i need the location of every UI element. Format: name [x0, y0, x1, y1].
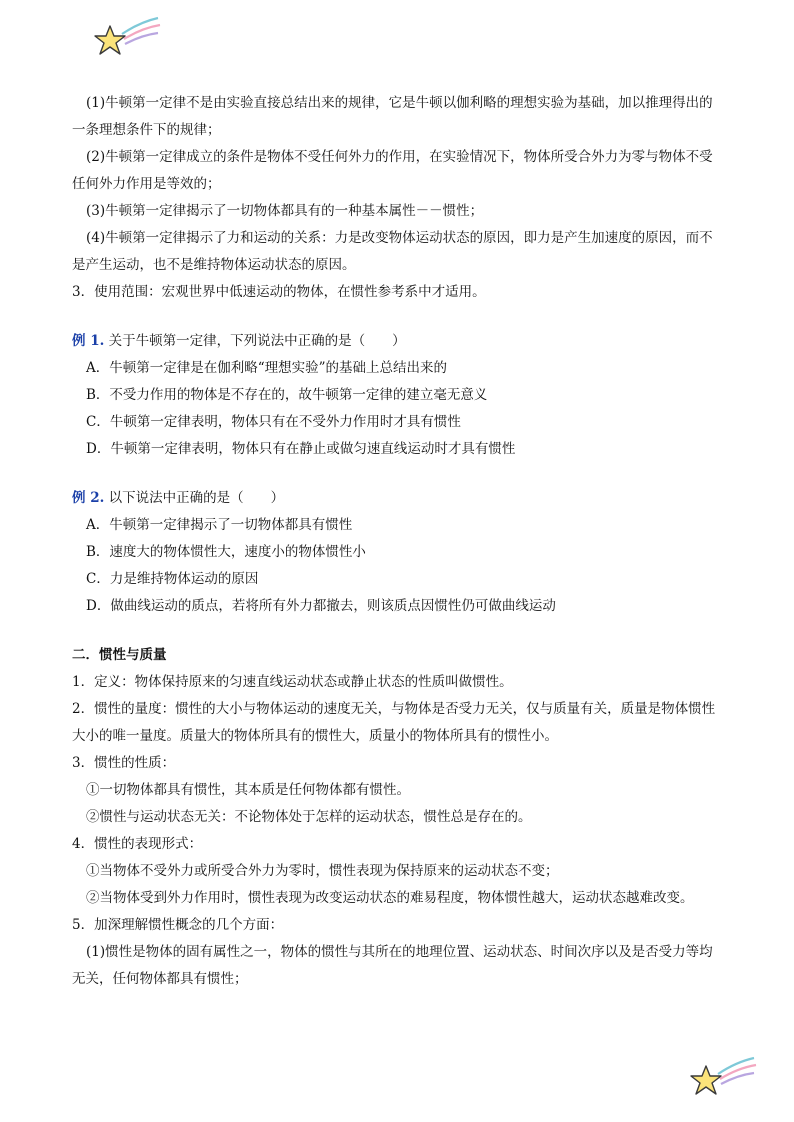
deepen-heading: 5．加深理解惯性概念的几个方面：: [72, 917, 284, 933]
definition-paragraph: 1．定义：物体保持原来的匀速直线运动状态或静止状态的性质叫做惯性。: [72, 674, 513, 690]
document-body: [72, 90, 722, 993]
shooting-star-icon: [688, 1054, 758, 1102]
example-2-option-a: A．牛顿第一定律揭示了一切物体都具有惯性: [86, 517, 353, 533]
example-2-label: 例 2.: [72, 490, 105, 506]
paragraph: (2)牛顿第一定律成立的条件是物体不受任何外力的作用，在实验情况下，物体所受合外力为零与物体不受任何外力作用是等效的；: [72, 149, 713, 192]
section-title: 二．惯性与质量: [72, 647, 167, 663]
paragraph: (4)牛顿第一定律揭示了力和运动的关系：力是改变物体运动状态的原因，即力是产生加速度的原因，而不是产生运动，也不是维持物体运动状态的原因。: [72, 230, 713, 273]
example-2-question: [72, 485, 722, 512]
example-1-option-c: C．牛顿第一定律表明，物体只有在不受外力作用时才具有惯性: [86, 414, 461, 430]
example-1-label: 例 1.: [72, 333, 105, 349]
example-2-option-b: B．速度大的物体惯性大，速度小的物体惯性小: [86, 544, 366, 560]
example-1-question: [72, 328, 722, 355]
forms-item: ②当物体受到外力作用时，惯性表现为改变运动状态的难易程度，物体惯性越大，运动状态越难改变。: [86, 890, 694, 906]
deepen-item: (1)惯性是物体的固有属性之一，物体的惯性与其所在的地理位置、运动状态、时间次序以及是否受力等均无关，任何物体都具有惯性；: [72, 944, 713, 987]
shooting-star-icon: [92, 14, 162, 62]
example-1-option-a: A．牛顿第一定律是在伽利略“理想实验”的基础上总结出来的: [86, 360, 448, 376]
nature-heading: 3．惯性的性质：: [72, 755, 176, 771]
measure-paragraph: 2．惯性的量度：惯性的大小与物体运动的速度无关，与物体是否受力无关，仅与质量有关，质量是物体惯性大小的唯一量度。质量大的物体所具有的惯性大，质量小的物体所具有的惯性小。: [72, 701, 716, 744]
example-2-option-c: C．力是维持物体运动的原因: [86, 571, 259, 587]
usage-paragraph: 3．使用范围：宏观世界中低速运动的物体，在惯性参考系中才适用。: [72, 284, 486, 300]
example-1-option-b: B．不受力作用的物体是不存在的，故牛顿第一定律的建立毫无意义: [86, 387, 488, 403]
forms-item: ①当物体不受外力或所受合外力为零时，惯性表现为保持原来的运动状态不变；: [86, 863, 559, 879]
paragraph: (3)牛顿第一定律揭示了一切物体都具有的一种基本属性－－惯性；: [86, 203, 484, 219]
nature-item: ①一切物体都具有惯性，其本质是任何物体都有惯性。: [86, 782, 410, 798]
forms-heading: 4．惯性的表现形式：: [72, 836, 203, 852]
example-2-option-d: D．做曲线运动的质点，若将所有外力都撤去，则该质点因惯性仍可做曲线运动: [86, 598, 556, 614]
example-1-option-d: D．牛顿第一定律表明，物体只有在静止或做匀速直线运动时才具有惯性: [86, 441, 516, 457]
example-2-text: 以下说法中正确的是（ ）: [108, 490, 285, 506]
example-1-text: 关于牛顿第一定律，下列说法中正确的是（ ）: [108, 333, 406, 349]
paragraph: (1)牛顿第一定律不是由实验直接总结出来的规律，它是牛顿以伽利略的理想实验为基础，加以推理得出的一条理想条件下的规律；: [72, 95, 713, 138]
nature-item: ②惯性与运动状态无关：不论物体处于怎样的运动状态，惯性总是存在的。: [86, 809, 532, 825]
